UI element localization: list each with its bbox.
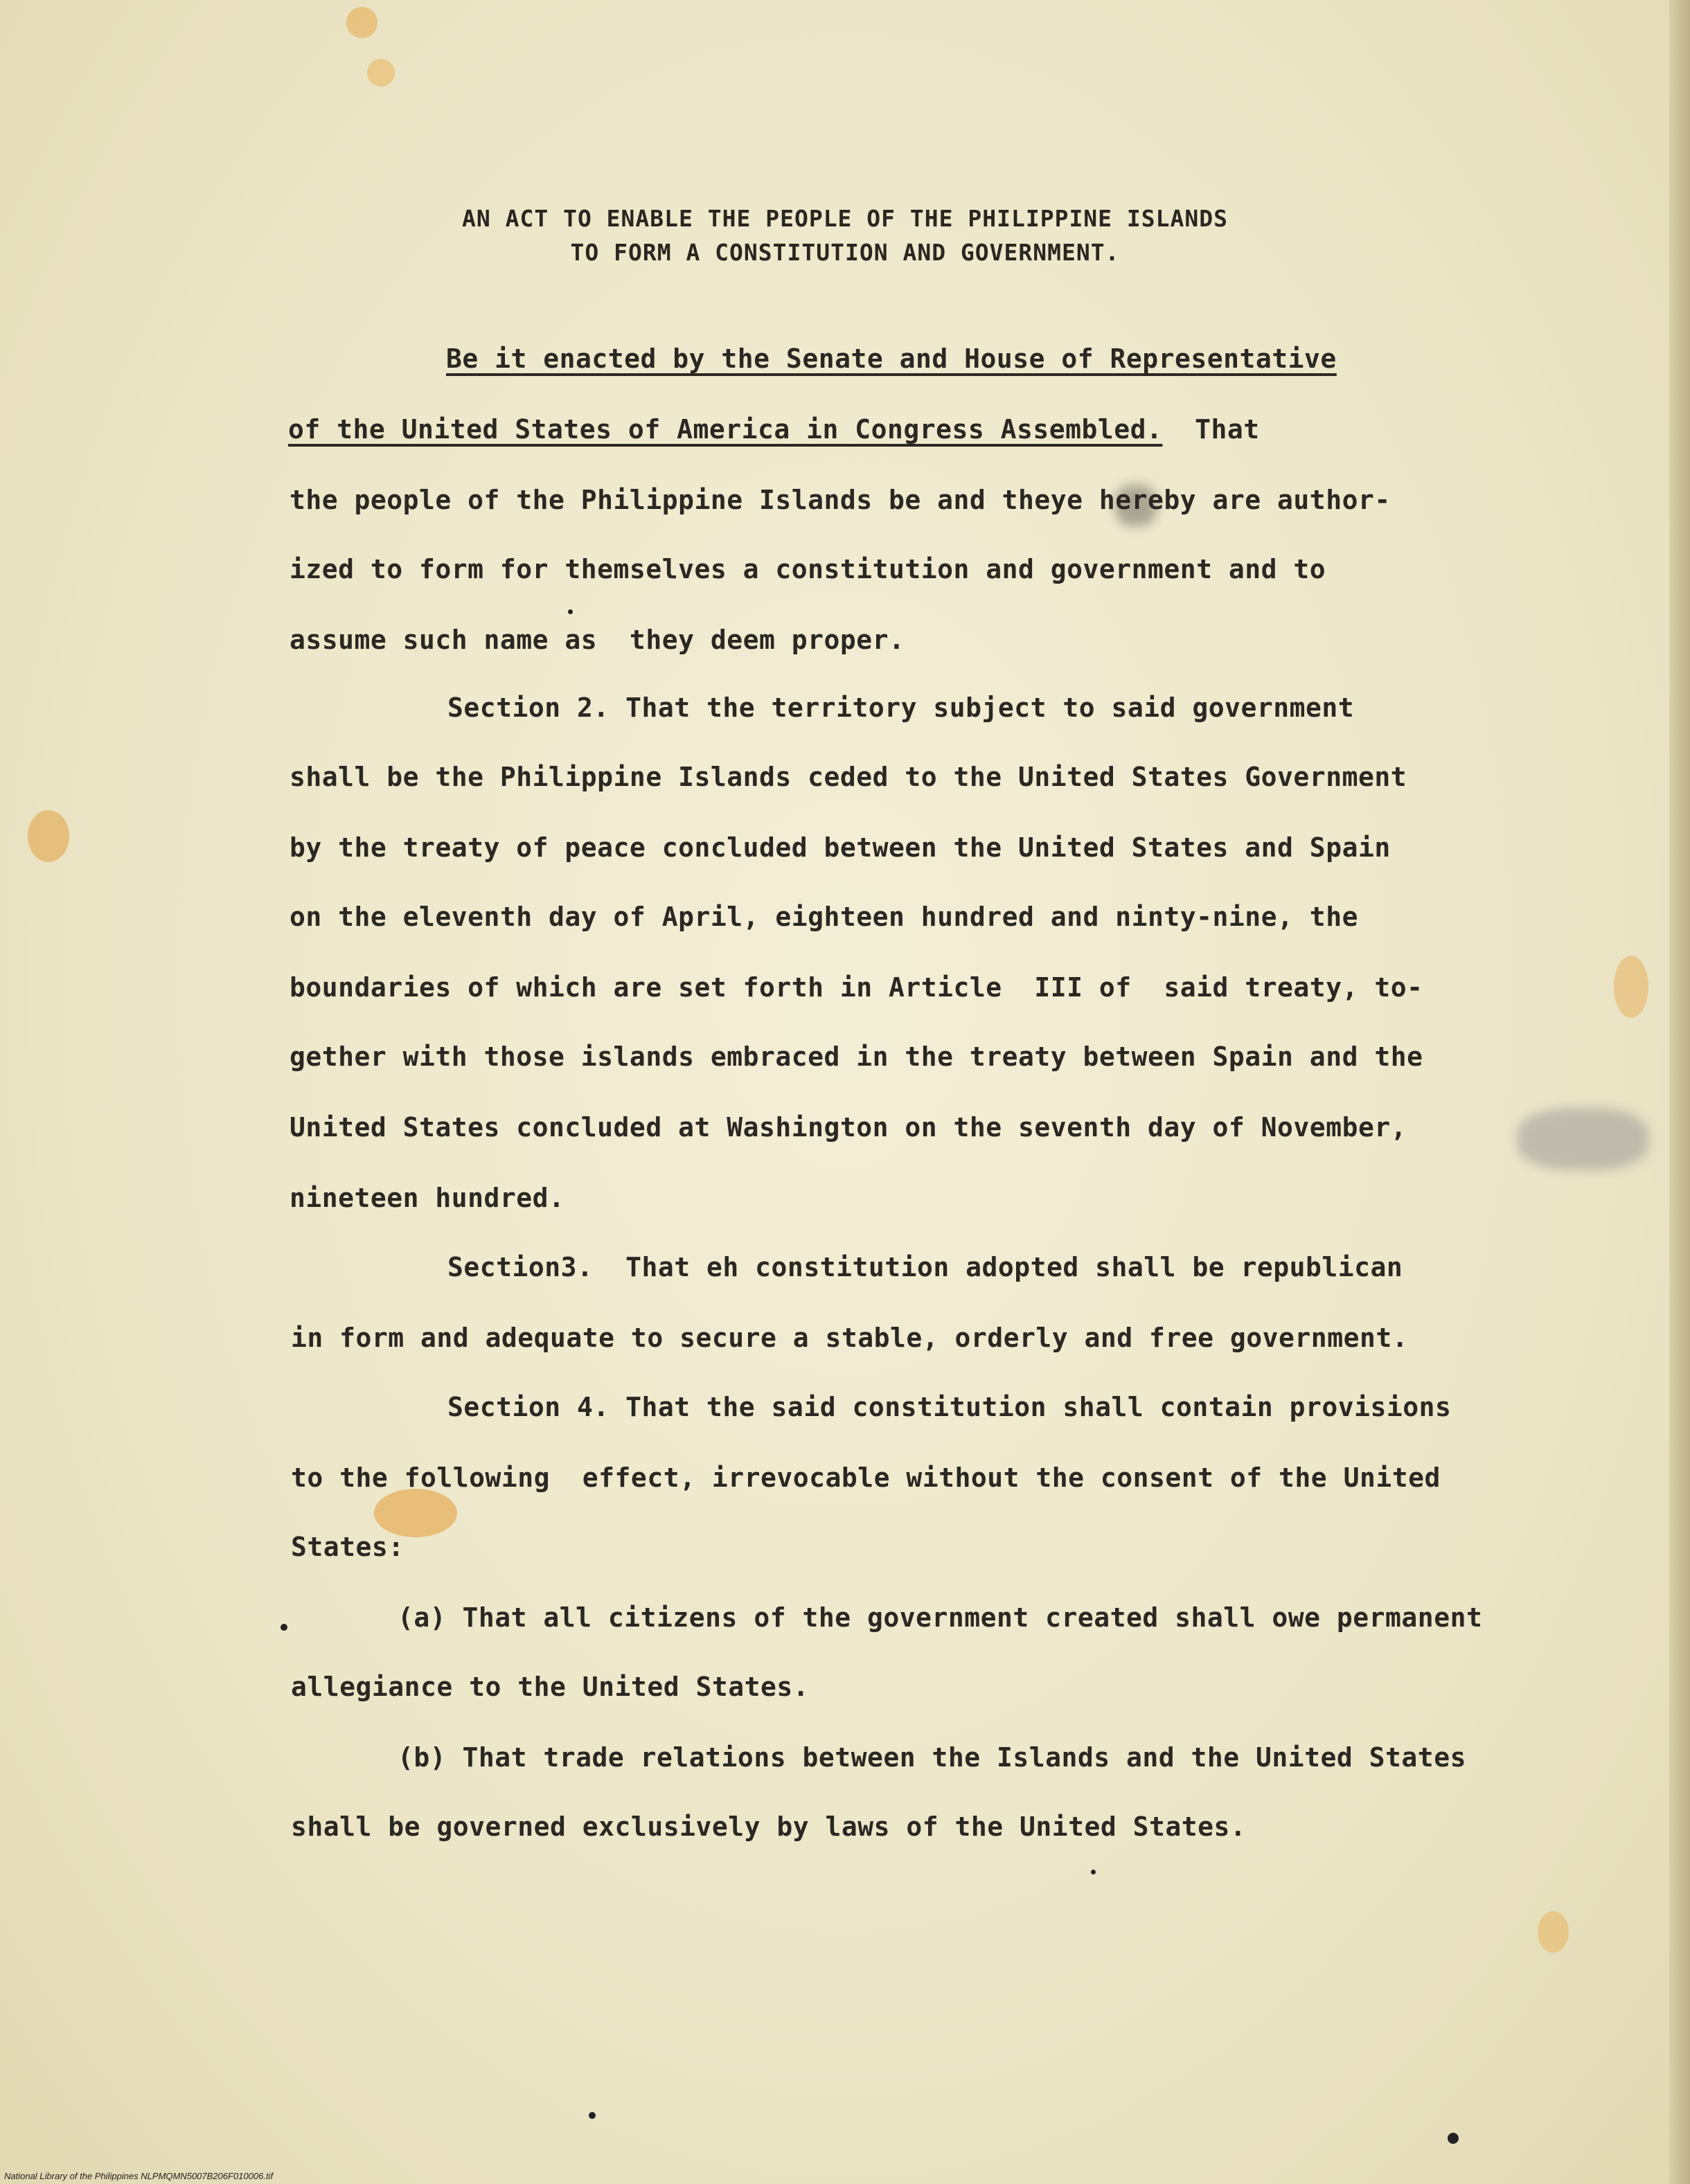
- ink-smudge: [1517, 1108, 1648, 1170]
- stain: [367, 59, 395, 87]
- provision-a-line: (a) That all citizens of the government created shall owe permanent: [398, 1602, 1483, 1633]
- body-line: in form and adequate to secure a stable, orderly and free government.: [291, 1323, 1409, 1353]
- ink-speck: [281, 1624, 287, 1631]
- body-line: nineteen hundred.: [290, 1183, 565, 1213]
- body-line: the people of the Philippine Islands be and theye hereby are author-: [290, 485, 1391, 515]
- ink-speck: [568, 609, 573, 614]
- body-line: States:: [291, 1532, 404, 1562]
- title-line-2: TO FORM A CONSTITUTION AND GOVERNMENT.: [570, 239, 1120, 266]
- body-line: ized to form for themselves a constitution and government and to: [290, 554, 1326, 584]
- provision-b-line: (b) That trade relations between the Islands and the United States: [398, 1742, 1466, 1773]
- body-line: by the treaty of peace concluded between the United States and Spain: [290, 832, 1391, 863]
- stain: [346, 7, 377, 38]
- body-line: to the following effect, irrevocable without the consent of the United: [291, 1462, 1441, 1493]
- ink-speck: [1091, 1870, 1096, 1874]
- body-line: gether with those islands embraced in the treaty between Spain and the: [290, 1041, 1423, 1072]
- enacting-clause-line-1: Be it enacted by the Senate and House of Representative: [446, 343, 1337, 374]
- page-edge: [1669, 0, 1690, 2184]
- title-line-1: AN ACT TO ENABLE THE PEOPLE OF THE PHILIPPINE ISLANDS: [462, 205, 1228, 232]
- enacting-clause-line-2: [288, 414, 1260, 445]
- body-line: shall be the Philippine Islands ceded to the United States Government: [290, 762, 1407, 792]
- section-3-heading-line: Section3. That eh constitution adopted shall be republican: [447, 1252, 1403, 1282]
- ink-speck: [589, 2112, 596, 2119]
- archive-footer: National Library of the Philippines NLPMQMN5007B206F010006.tif: [4, 2171, 274, 2181]
- body-line: allegiance to the United States.: [291, 1672, 810, 1702]
- stain: [1614, 956, 1648, 1018]
- enacting-clause-tail: That: [1162, 414, 1260, 445]
- stain: [374, 1489, 457, 1537]
- stain: [28, 810, 69, 862]
- ink-speck: [1448, 2133, 1459, 2144]
- enacting-clause-underlined: of the United States of America in Congress Assembled.: [288, 414, 1163, 445]
- body-line: boundaries of which are set forth in Article III of said treaty, to-: [290, 972, 1423, 1003]
- section-4-heading-line: Section 4. That the said constitution shall contain provisions: [447, 1392, 1452, 1422]
- body-line: United States concluded at Washington on the seventh day of November,: [290, 1112, 1407, 1143]
- section-2-heading-line: Section 2. That the territory subject to said government: [447, 692, 1355, 723]
- body-line: on the eleventh day of April, eighteen hundred and ninty-nine, the: [290, 902, 1358, 932]
- stain: [1538, 1911, 1569, 1953]
- body-line: shall be governed exclusively by laws of the United States.: [291, 1811, 1247, 1842]
- body-line: assume such name as they deem proper.: [290, 625, 905, 655]
